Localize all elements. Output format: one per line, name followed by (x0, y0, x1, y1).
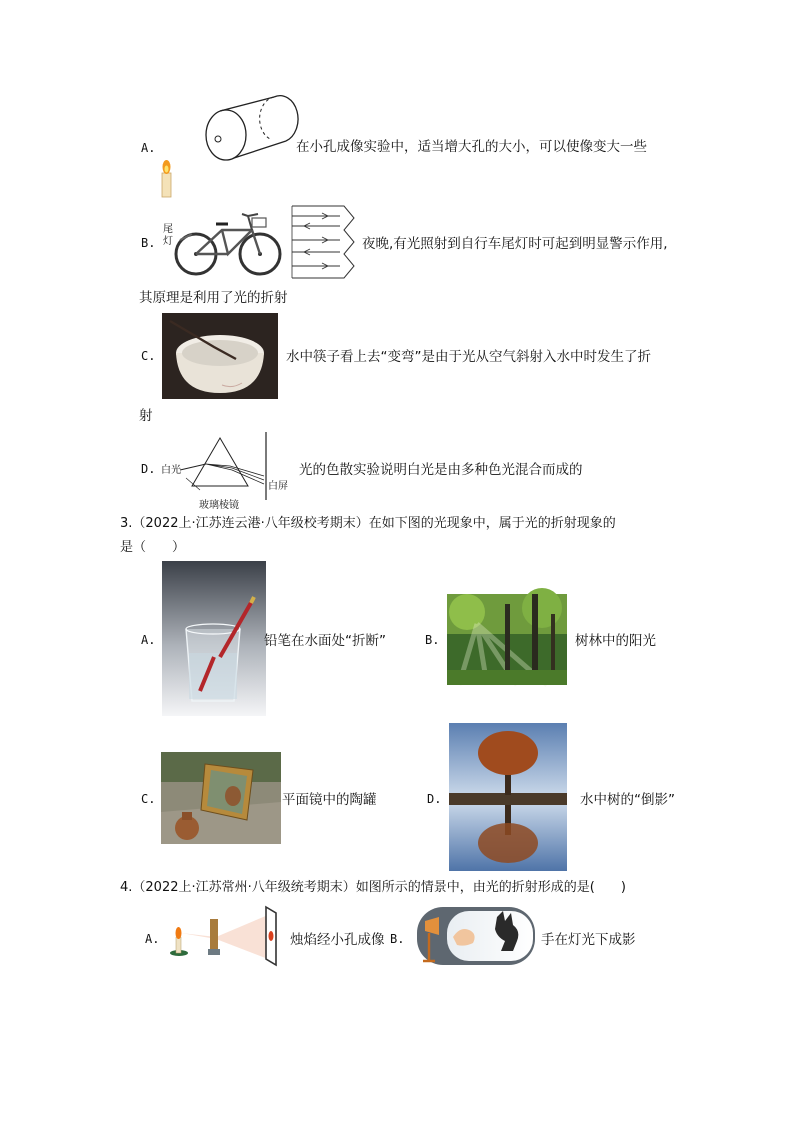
option-d-text: 光的色散实验说明白光是由多种色光混合而成的 (299, 462, 583, 478)
q3-c-letter: C. (141, 792, 156, 806)
chopstick-bowl-photo (162, 313, 278, 399)
q3-d-text: 水中树的“倒影” (580, 792, 675, 808)
q4-a-text: 烛焰经小孔成像 (290, 932, 385, 948)
pencil-in-glass-photo (162, 561, 266, 716)
prism-label: 玻璃棱镜 (199, 500, 239, 511)
tree-reflection-photo (449, 723, 567, 871)
q4-stem-line1: 4.（2022上·江苏常州·八年级统考期末）如图所示的情景中，由光的折射形成的是( ) (120, 880, 626, 895)
option-a-text: 在小孔成像实验中，适当增大孔的大小，可以使像变大一些 (296, 139, 647, 155)
bicycle-reflector-figure (172, 204, 362, 282)
white-light-label: 白光 (161, 465, 181, 476)
option-b-letter: B. (141, 236, 156, 250)
q3-stem-line1: 3.（2022上·江苏连云港·八年级校考期末）在如下图的光现象中，属于光的折射现象的 (120, 516, 616, 531)
pinhole-candle-figure (168, 905, 286, 967)
q3-a-text: 铅笔在水面处“折断” (264, 633, 386, 649)
q3-d-letter: D. (427, 792, 442, 806)
screen-label: 白屏 (268, 481, 288, 492)
q4-b-text: 手在灯光下成影 (541, 932, 636, 948)
q3-c-text: 平面镜中的陶罐 (282, 792, 377, 808)
option-c-text-cont: 射 (139, 408, 153, 424)
option-b-text: 夜晚,有光照射到自行车尾灯时可起到明显警示作用, (362, 236, 668, 252)
pinhole-camera-figure (150, 95, 300, 200)
q4-a-letter: A. (145, 932, 160, 946)
option-b-text-cont: 其原理是利用了光的折射 (139, 290, 288, 306)
q3-a-letter: A. (141, 633, 156, 647)
q3-b-letter: B. (425, 633, 440, 647)
mirror-jar-photo (161, 752, 281, 844)
q4-b-letter: B. (390, 932, 405, 946)
q3-b-text: 树林中的阳光 (575, 633, 656, 649)
prism-dispersion-figure (180, 430, 290, 500)
option-a-letter: A. (141, 141, 156, 155)
option-c-letter: C. (141, 349, 156, 363)
forest-sunlight-photo (447, 594, 567, 685)
hand-shadow-figure (417, 907, 535, 965)
tail-light-label: 尾灯 (163, 224, 173, 247)
option-d-letter: D. (141, 462, 156, 476)
option-c-text: 水中筷子看上去“变弯”是由于光从空气斜射入水中时发生了折 (286, 349, 651, 365)
q3-stem-line2: 是（ ） (120, 540, 186, 555)
